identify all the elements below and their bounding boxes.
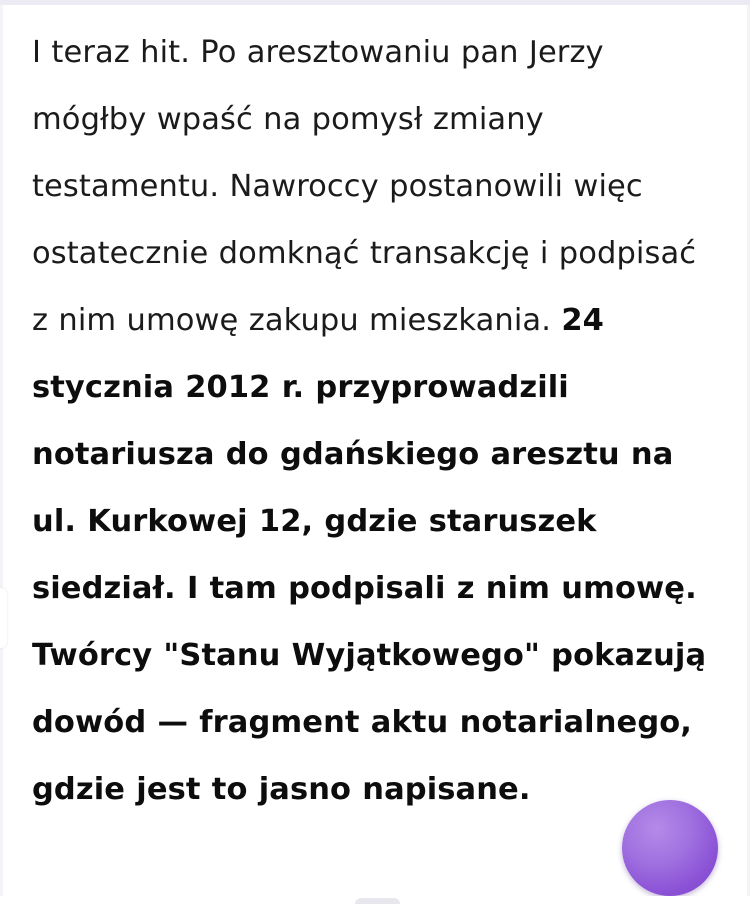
article-body [0, 5, 750, 904]
article-text-normal: I teraz hit. Po aresztowaniu pan Jerzy mógłby wpaść na pomysł zmiany testamentu. Nawroccy postanowili więc ostatecznie domknąć transakcję i podpisać z nim umowę zakupu mieszkania. [32, 35, 697, 338]
purple-bubble-button[interactable] [622, 800, 718, 896]
bottom-nav-pill [355, 898, 400, 904]
article-paragraph [32, 19, 720, 823]
article-text-bold: 24 stycznia 2012 r. przyprowadzili notariusza do gdańskiego aresztu na ul. Kurkowej 12, gdzie staruszek siedział. I tam podpisali z nim umowę. Twórcy "Stanu Wyjątkowego" pokazują dowód — fragment aktu notarialnego, gdzie jest to jasno napisane. [32, 303, 707, 807]
bottom-nav-hint [0, 896, 750, 904]
